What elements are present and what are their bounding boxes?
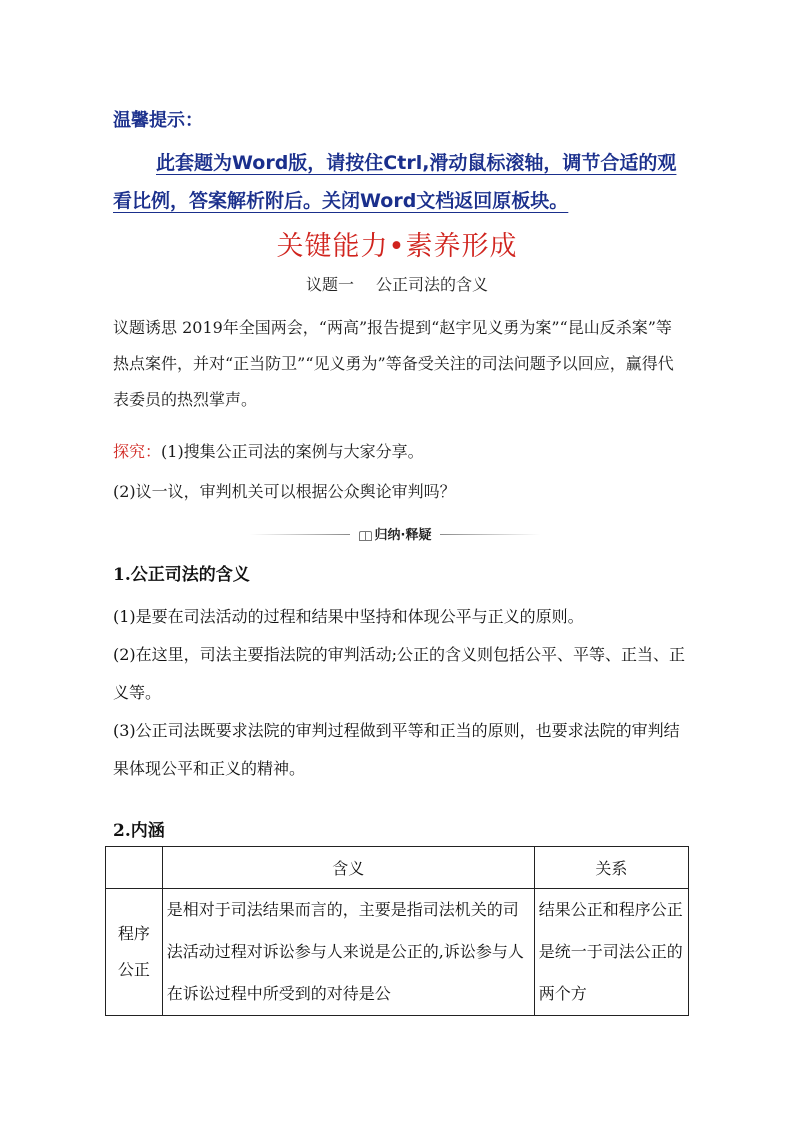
topic-name: 公正司法的含义 (376, 275, 489, 294)
divider-line-left (250, 534, 350, 535)
explore-label: 探究： (113, 442, 162, 461)
section1-items (113, 598, 688, 788)
table-cell-meaning: 是相对于司法结果而言的，主要是指司法机关的司法活动过程对诉讼参与人来说是公正的,诉讼参与人在诉讼过程中所受到的对待是公 (162, 889, 534, 1016)
lead-paragraph: 议题诱思 2019年全国两会，“两高”报告提到“赵宇见义勇为案”“昆山反杀案”等热点案件，并对“正当防卫”“见义勇为”等备受关注的司法问题予以回应，赢得代表委员的热烈掌声。 (113, 318, 674, 409)
divider-label-wrap (350, 524, 440, 543)
book-icon (359, 531, 372, 541)
section2-heading: 2.内涵 (113, 821, 165, 841)
tip-title: 温馨提示： (113, 110, 203, 131)
divider-label: 归纳·释疑 (374, 528, 432, 543)
table-row-label: 程序公正 (106, 889, 163, 1016)
table-header-row (106, 847, 689, 889)
table-header-empty (106, 847, 163, 889)
section-divider (250, 524, 540, 544)
divider-line-right (440, 534, 540, 535)
section-title: 关键能力•素养形成 (276, 231, 518, 262)
table-header-meaning: 含义 (162, 847, 534, 889)
explore-q1-text: (1)搜集公正司法的案例与大家分享。 (161, 442, 424, 461)
section1-heading: 1.公正司法的含义 (113, 565, 250, 585)
list-item: (1)是要在司法活动的过程和结果中坚持和体现公平与正义的原则。 (113, 607, 584, 626)
list-item: (2)在这里，司法主要指法院的审判活动;公正的含义则包括公平、平等、正当、正义等。 (113, 645, 686, 702)
table-header-relation: 关系 (534, 847, 688, 889)
table-cell-relation: 结果公正和程序公正是统一于司法公正的两个方 (534, 889, 688, 1016)
tip-body (113, 144, 688, 220)
list-item: (3)公正司法既要求法院的审判过程做到平等和正当的原则，也要求法院的审判结果体现公平和正义的精神。 (113, 721, 680, 778)
explore-question-2: (2)议一议，审判机关可以根据公众舆论审判吗？ (113, 482, 456, 501)
topic-title (0, 272, 794, 295)
tip-body-text: 此套题为Word版，请按住Ctrl,滑动鼠标滚轴，调节合适的观看比例，答案解析附后。关闭Word文档返回原板块。 (113, 152, 677, 212)
topic-label: 议题一 (305, 275, 354, 294)
table-row (106, 889, 689, 1016)
connotation-table (105, 846, 689, 1016)
explore-question-1 (113, 434, 685, 470)
